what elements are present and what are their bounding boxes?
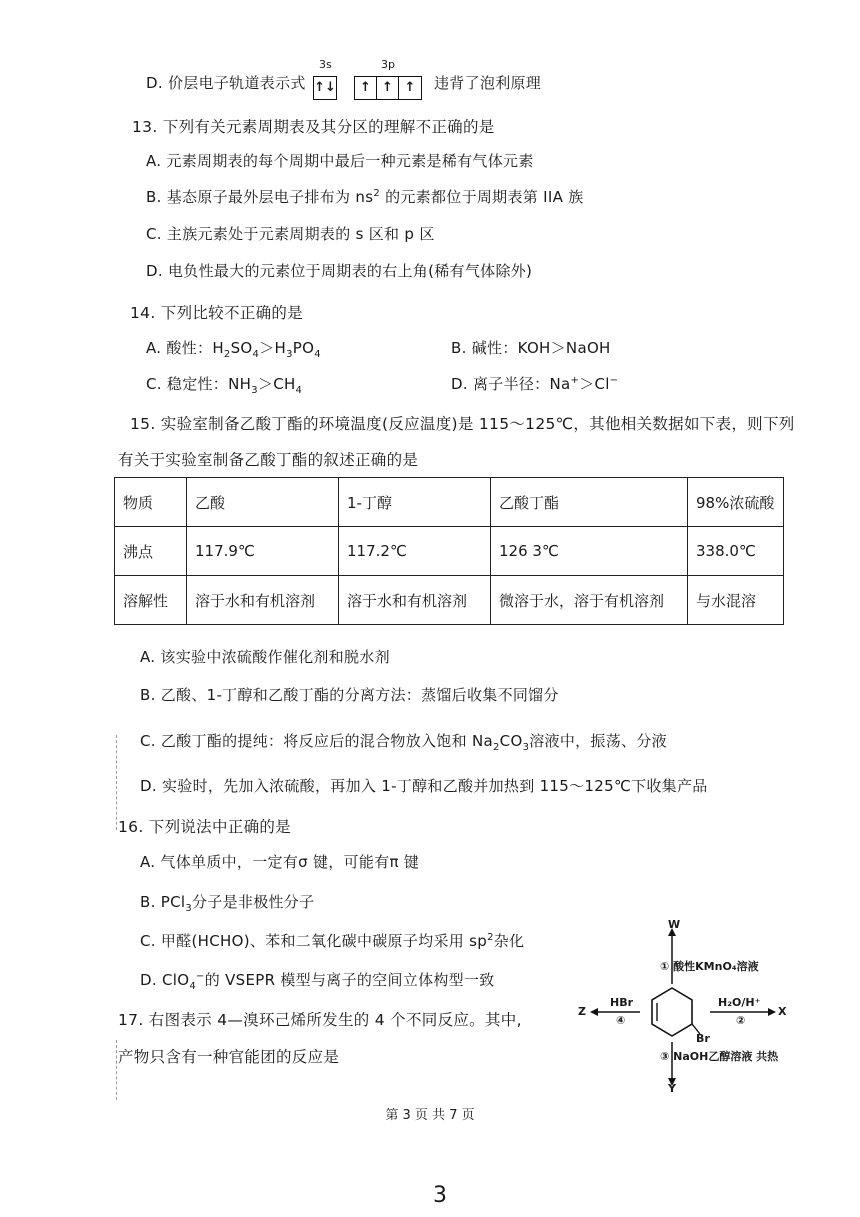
orbital-label-3s: 3s — [319, 58, 332, 71]
q15-stem-line1: 15. 实验室制备乙酸丁酯的环境温度(反应温度)是 115～125℃，其他相关数据如下表，则下列 — [130, 415, 795, 433]
q16-option-d — [140, 969, 495, 992]
q14-option-c — [146, 373, 302, 396]
page-footer: 第 3 页 共 7 页 — [385, 1108, 475, 1123]
orbital-label-3p: 3p — [381, 58, 395, 71]
table-cell: 117.9℃ — [187, 527, 339, 576]
arrowhead-x — [768, 1008, 776, 1016]
q16-b-pre: B. PCl — [140, 893, 186, 911]
q13-option-d: D. 电负性最大的元素位于周期表的右上角(稀有气体除外) — [146, 262, 533, 280]
q14-a-sub: 4 — [314, 349, 321, 360]
table-row — [115, 527, 784, 576]
q14-a-sub: 2 — [223, 349, 231, 360]
table-cell: 117.2℃ — [339, 527, 491, 576]
reagent-4-num: ④ — [616, 1014, 626, 1027]
orbital-3s-cell: ↑↓ — [314, 80, 336, 95]
orbital-3p-box — [354, 76, 422, 100]
table-row — [115, 576, 784, 625]
table-cell: 126 3℃ — [491, 527, 688, 576]
product-w: W — [668, 918, 681, 931]
q16-c-sup: 2 — [487, 932, 494, 943]
q14-option-a — [146, 337, 321, 360]
q13-stem: 13. 下列有关元素周期表及其分区的理解不正确的是 — [132, 118, 495, 136]
q16-d-sub: 4 — [189, 981, 197, 992]
reagent-2-top: H₂O/H⁺ — [718, 996, 761, 1009]
q16-option-c — [140, 930, 524, 951]
margin-dash-line — [116, 735, 117, 830]
q14-a-sub: 3 — [286, 349, 293, 360]
q14-d-mid: ＞Cl — [579, 375, 610, 393]
q14-c-sub: 3 — [251, 385, 258, 396]
q13-b-post: 的元素都位于周期表第 IIA 族 — [380, 188, 584, 206]
q15-c-mid: CO — [499, 732, 523, 750]
table-cell: 溶于水和有机溶剂 — [339, 576, 491, 625]
q13-b-sup: 2 — [373, 188, 380, 199]
q15-c-post: 溶液中，振荡、分液 — [529, 732, 667, 750]
q14-option-d — [451, 373, 618, 394]
q13-b-pre: B. 基态原子最外层电子排布为 ns — [146, 188, 374, 206]
q13-option-a: A. 元素周期表的每个周期中最后一种元素是稀有气体元素 — [146, 152, 534, 170]
q14-c-mid: ＞CH — [257, 375, 296, 393]
q16-d-pre: D. ClO — [140, 971, 190, 989]
q15-option-a: A. 该实验中浓硫酸作催化剂和脱水剂 — [140, 648, 390, 666]
table-cell: 乙酸丁酯 — [491, 478, 688, 527]
q16-c-pre: C. 甲醛(HCHO)、苯和二氧化碳中碳原子均采用 sp — [140, 932, 488, 950]
q15-c-pre: C. 乙酸丁酯的提纯：将反应后的混合物放入饱和 Na — [140, 732, 493, 750]
q14-c-pre: C. 稳定性：NH — [146, 375, 252, 393]
table-cell: 乙酸 — [187, 478, 339, 527]
q14-a-mid: ＞H — [259, 339, 287, 357]
orbital-3p-cell: ↑ — [355, 77, 377, 99]
orbital-3p-cell: ↑ — [377, 77, 399, 99]
q16-d-sup: − — [196, 971, 205, 982]
reaction-diagram — [560, 918, 810, 1097]
q12-option-d — [146, 72, 306, 93]
q16-d-post: 的 VSEPR 模型与离子的空间立体构型一致 — [204, 971, 495, 989]
q17-stem-line2: 产物只含有一种官能团的反应是 — [118, 1048, 340, 1066]
arrowhead-z — [590, 1008, 598, 1016]
table-cell: 1-丁醇 — [339, 478, 491, 527]
q14-a-mid: PO — [292, 339, 315, 357]
q13-option-c: C. 主族元素处于元素周期表的 s 区和 p 区 — [146, 225, 435, 243]
product-y: Y — [668, 1082, 676, 1095]
product-x: X — [778, 1005, 787, 1018]
reagent-3: ③ NaOH乙醇溶液 共热 — [660, 1050, 779, 1063]
orbital-3s-box — [313, 76, 337, 100]
q14-d-pre: D. 离子半径：Na — [451, 375, 571, 393]
orbital-3p-cell: ↑ — [404, 80, 416, 95]
table-cell: 98%浓硫酸 — [688, 478, 784, 527]
table-cell: 物质 — [115, 478, 187, 527]
q16-b-sub: 3 — [185, 903, 192, 914]
substituent-br: Br — [696, 1032, 710, 1045]
properties-table — [114, 477, 784, 625]
q15-c-sub: 3 — [522, 742, 530, 753]
q16-b-post: 分子是非极性分子 — [192, 893, 315, 911]
q17-stem-line1: 17. 右图表示 4—溴环己烯所发生的 4 个不同反应。其中, — [118, 1011, 522, 1029]
q14-d-sup: + — [570, 375, 580, 386]
margin-dash-line — [116, 1040, 117, 1100]
cyclohexene-ring — [652, 988, 692, 1036]
q14-a-pre: A. 酸性：H — [146, 339, 224, 357]
reagent-2-num: ② — [736, 1014, 746, 1027]
q14-option-b: B. 碱性：KOH＞NaOH — [451, 339, 611, 357]
q14-a-mid: SO — [230, 339, 253, 357]
table-cell: 沸点 — [115, 527, 187, 576]
table-header-row — [115, 478, 784, 527]
q12-d-prefix: D. 价层电子轨道表示式 — [146, 74, 306, 92]
q15-stem-line2: 有关于实验室制备乙酸丁酯的叙述正确的是 — [118, 451, 419, 469]
q16-c-post: 杂化 — [493, 932, 525, 950]
q15-option-b: B. 乙酸、1-丁醇和乙酸丁酯的分离方法：蒸馏后收集不同馏分 — [140, 686, 559, 704]
page-number: 3 — [433, 1183, 447, 1208]
q14-stem: 14. 下列比较不正确的是 — [130, 304, 303, 322]
q15-option-c — [140, 730, 667, 753]
q13-option-b — [146, 186, 584, 207]
table-cell: 溶于水和有机溶剂 — [187, 576, 339, 625]
q14-a-sub: 4 — [252, 349, 260, 360]
reagent-1: ① 酸性KMnO₄溶液 — [660, 960, 759, 973]
q15-option-d: D. 实验时，先加入浓硫酸，再加入 1-丁醇和乙酸并加热到 115～125℃下收集产品 — [140, 777, 708, 795]
table-cell: 338.0℃ — [688, 527, 784, 576]
q14-c-sub: 4 — [295, 385, 303, 396]
q12-d-suffix: 违背了泡利原理 — [434, 74, 542, 92]
table-cell: 溶解性 — [115, 576, 187, 625]
q16-option-b — [140, 891, 314, 914]
product-z: Z — [578, 1005, 586, 1018]
table-cell: 与水混溶 — [688, 576, 784, 625]
q16-option-a: A. 气体单质中，一定有σ 键，可能有π 键 — [140, 853, 420, 871]
reagent-4-top: HBr — [610, 996, 634, 1009]
reaction-scheme-svg — [560, 922, 810, 1097]
q15-c-sub: 2 — [493, 742, 500, 753]
table-cell: 微溶于水，溶于有机溶剂 — [491, 576, 688, 625]
q16-stem: 16. 下列说法中正确的是 — [118, 818, 291, 836]
q14-d-sup: − — [609, 375, 619, 386]
